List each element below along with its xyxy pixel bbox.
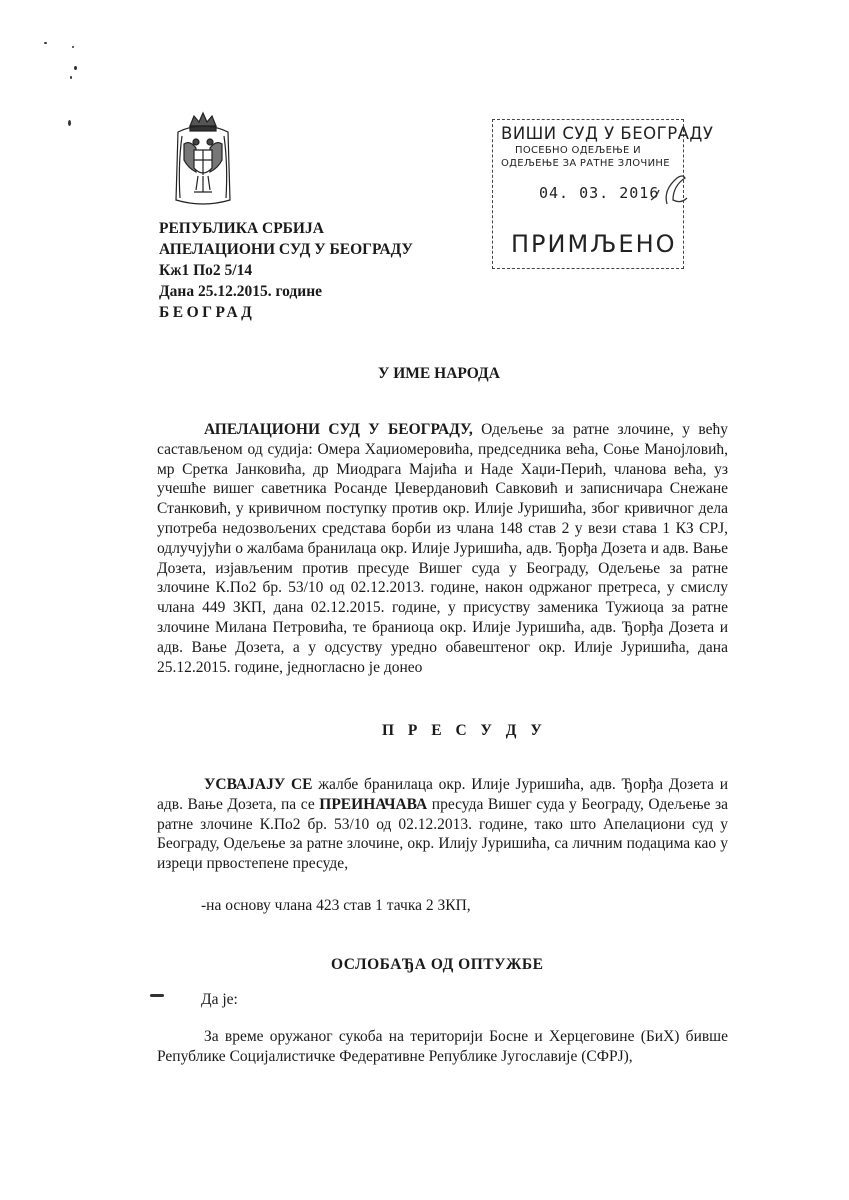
title-verdict: П Р Е С У Д У (382, 722, 547, 739)
scan-speck (68, 120, 71, 126)
verdict-lead: УСВАЈАЈУ СЕ (204, 776, 313, 793)
title-in-the-name-of-the-people: У ИМЕ НАРОДА (378, 365, 500, 382)
scan-speck (74, 66, 77, 70)
stamp-received-label: ПРИМЉЕНО (511, 230, 677, 258)
court-lead: АПЕЛАЦИОНИ СУД У БЕОГРАДУ, (204, 421, 473, 438)
facts-paragraph: За време оружаног сукоба на територији Босне и Херцеговине (БиХ) бивше Републике Социјалистичке Федеративне Републике Југославије (СФРЈ), (157, 1028, 728, 1065)
country-name: РЕПУБЛИКА СРБИЈА (159, 220, 324, 237)
court-header (159, 218, 413, 323)
opening-paragraph (157, 420, 728, 677)
scan-speck (70, 76, 72, 79)
verdict-paragraph (157, 775, 728, 874)
verdict-text-b: пресуда Вишег суда у Београду, Одељење за ратне злочине К.По2 бр. 53/10 од 02.12.2013. године, тако што Апелациони суд у Београду, Одељење за ратне злочине, окр. Илију Јуришића, са личним подацима као у изреци првостепене пресуде, (157, 795, 728, 873)
scan-speck (72, 46, 74, 48)
header-date: Дана 25.12.2015. године (159, 283, 323, 300)
verdict-amend: ПРЕИНАЧАВА (319, 795, 428, 813)
scan-speck (44, 42, 47, 44)
serbian-coat-of-arms-icon (172, 110, 234, 210)
da-je-label: Да је: (201, 991, 238, 1008)
court-name: АПЕЛАЦИОНИ СУД У БЕОГРАДУ (159, 241, 413, 258)
scan-speck (150, 994, 164, 997)
stamp-department: ПОСЕБНО ОДЕЉЕЊЕ И (515, 145, 641, 156)
received-stamp (492, 119, 714, 269)
case-number: Кж1 По2 5/14 (159, 262, 253, 279)
stamp-war-crimes-dept: ОДЕЉЕЊЕ ЗА РАТНЕ ЗЛОЧИНЕ (501, 158, 670, 169)
legal-basis: -на основу члана 423 став 1 тачка 2 ЗКП, (201, 897, 471, 914)
title-acquittal: ОСЛОБАЂА ОД ОПТУЖБЕ (331, 956, 544, 973)
verdict-text-a: жалбе бранилаца окр. Илије Јуришића, адв. Ђорђа Дозета и адв. Вање Дозета, па се (157, 776, 728, 813)
header-city: БЕОГРАД (159, 304, 256, 321)
handwritten-signature-icon (643, 170, 693, 210)
stamp-date: 04. 03. 2016 (539, 184, 660, 202)
opening-paragraph-text: Одељење за ратне злочине, у већу састављеном од судија: Омера Хаџиомеровића, председника већа, Соње Манојловић, мр Сретка Јанковића, др Миодрага Мајића и Наде Хаџи-Перић, чланова већа, уз учешће вишег саветника Росанде Џевердановић Савковић и записничара Снежане Станковић, у кривичном поступку против окр. Илије Јуришића, због кривичног дела употреба недозвољених средстава борби из члана 148 став 2 у вези става 1 КЗ СРЈ, одлучујући о жалбама бранилаца окр. Илије Јуришића, адв. Ђорђа Дозета и адв. Вање Дозета, изјављеним против пресуде Вишег суда у Београду, Одељење за ратне злочине К.По2 бр. 53/10 од 02.12.2013. године, након одржаног претреса, у смислу члана 449 ЗКП, дана 02.12.2015. године, у присуству заменика Тужиоца за ратне злочине Милана Петровића, те браниоца окр. Илије Јуришића, адв. Ђорђа Дозета и адв. Вање Дозета, а у одсуству уредно обавештеног окр. Илије Јуришића, дана 25.12.2015. године, једногласно је донео (157, 421, 728, 676)
stamp-court-name: ВИШИ СУД У БЕОГРАДУ (501, 124, 714, 143)
